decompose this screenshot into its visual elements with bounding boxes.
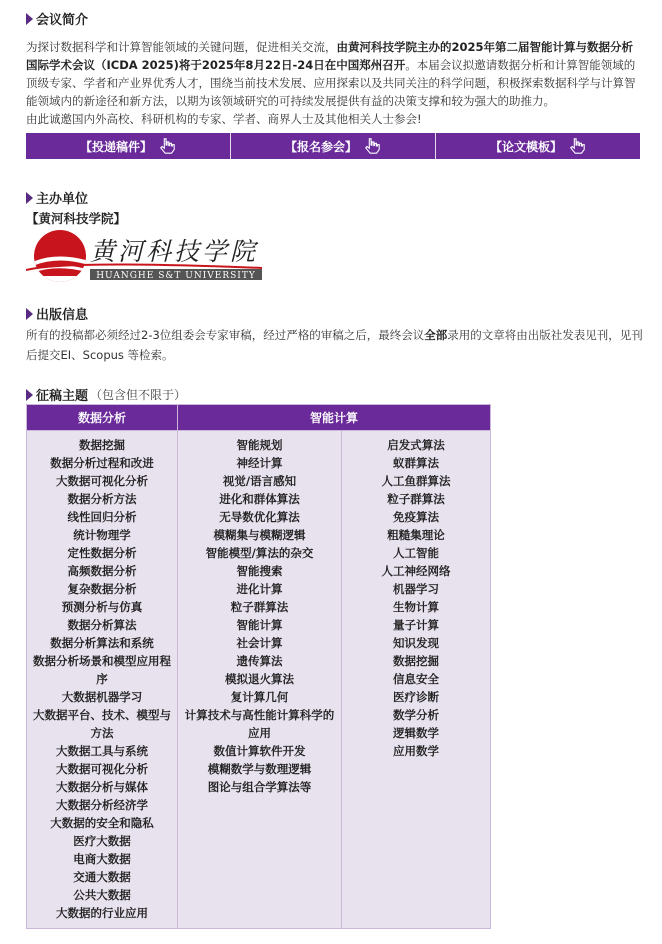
topic-item: 智能搜索 [236, 564, 283, 578]
topic-item: 线性回归分析 [67, 510, 137, 524]
topic-item: 医疗大数据 [73, 834, 131, 848]
topic-item: 电商大数据 [73, 852, 131, 866]
publication-heading: 出版信息 [26, 304, 88, 323]
action-button-bar [26, 133, 640, 159]
topic-item: 交通大数据 [73, 870, 131, 884]
topic-item: 数据挖掘 [393, 654, 439, 668]
topic-item: 蚁群算法 [393, 456, 439, 470]
topic-item: 大数据可视化分析 [56, 762, 148, 776]
topics-heading: 征稿主题 （包含但不限于） [26, 385, 186, 404]
topic-item: 粒子群算法 [387, 492, 445, 506]
topic-item: 图论与组合学算法等 [207, 780, 312, 794]
register-button[interactable]: 【报名参会】 [231, 133, 436, 159]
topics-table [26, 404, 491, 929]
intelligent-computing-header: 智能计算 [178, 405, 491, 431]
intelligent-computing-topic-list-2 [342, 431, 491, 929]
organizer-name: 【黄河科技学院】 [26, 211, 127, 226]
topic-item: 模拟退火算法 [225, 672, 294, 686]
intro-text: 为探讨数据科学和计算智能领域的关键问题，促进相关交流，由黄河科技学院主办的2025年第二届智能计算与数据分析国际学术会议（ICDA 2025)将于2025年8月22日-24日在中国郑州召开。本届会议拟邀请数据分析和计算智能领域的顶级专家、学者和产业界优秀人才，围绕当前技术发展、应用探索以及共同关注的科学问题，积极探索数据科学与计算智能领域内的新途径和新方法，以期为该领域研究的可持续发展提供有益的决策支撑和较为强大的助推力。 由此诚邀国内外高校、科研机构的专家、学者、商界人士及其他相关人士参会! [26, 40, 636, 126]
topic-item: 进化和群体算法 [219, 492, 300, 506]
topic-item: 数据挖掘 [79, 438, 125, 452]
triangle-bullet-icon [26, 192, 33, 204]
triangle-bullet-icon [26, 308, 33, 320]
organizer-heading: 主办单位 [26, 188, 88, 207]
svg-text:黄河科技学院: 黄河科技学院 [90, 237, 259, 266]
topic-item: 数据分析算法和系统 [50, 636, 154, 650]
topic-item: 模糊数学与数理逻辑 [207, 762, 312, 776]
topic-item: 数学分析 [393, 708, 439, 722]
topic-item: 遗传算法 [236, 654, 283, 668]
topic-item: 公共大数据 [73, 888, 131, 902]
topic-item: 大数据工具与系统 [56, 744, 148, 758]
topic-item: 计算技术与高性能计算科学的应用 [184, 708, 335, 740]
pointer-hand-icon [363, 137, 381, 155]
topic-item: 生物计算 [393, 600, 439, 614]
topic-item: 应用数学 [393, 744, 439, 758]
topic-item: 大数据机器学习 [61, 690, 143, 704]
topic-item: 社会计算 [236, 636, 283, 650]
topic-item: 大数据分析经济学 [56, 798, 148, 812]
topic-item: 模糊集与模糊逻辑 [213, 528, 306, 542]
intro-heading: 会议简介 [26, 9, 88, 28]
triangle-bullet-icon [26, 13, 33, 25]
topic-item: 数据分析算法 [67, 618, 137, 632]
topic-item: 神经计算 [236, 456, 283, 470]
topic-item: 量子计算 [393, 618, 439, 632]
topic-item: 数据分析过程和改进 [50, 456, 154, 470]
topic-item: 粗糙集理论 [387, 528, 445, 542]
topic-item: 大数据分析与媒体 [56, 780, 148, 794]
triangle-bullet-icon [26, 389, 33, 401]
topic-item: 复计算几何 [230, 690, 289, 704]
topic-item: 数值计算软件开发 [213, 744, 306, 758]
topic-item: 大数据平台、技术、模型与方法 [33, 708, 171, 740]
topic-item: 粒子群算法 [230, 600, 289, 614]
topic-item: 大数据的行业应用 [56, 906, 148, 920]
topic-item: 智能计算 [236, 618, 283, 632]
topic-item: 医疗诊断 [393, 690, 439, 704]
data-analysis-header: 数据分析 [27, 405, 178, 431]
paper-template-button[interactable]: 【论文模板】 [436, 133, 640, 159]
topic-item: 逻辑数学 [393, 726, 439, 740]
topic-item: 高频数据分析 [67, 564, 137, 578]
topic-item: 大数据可视化分析 [56, 474, 148, 488]
topic-item: 大数据的安全和隐私 [50, 816, 154, 830]
topic-item: 数据分析方法 [67, 492, 137, 506]
topic-item: 知识发现 [393, 636, 439, 650]
data-analysis-topic-list [27, 431, 178, 929]
publication-text: 所有的投稿都必须经过2-3位组委会专家审稿，经过严格的审稿之后，最终会议全部录用的文章将由出版社发表见刊，见刊后提交EI、Scopus 等检索。 [26, 328, 643, 362]
svg-text:HUANGHE S&T UNIVERSITY: HUANGHE S&T UNIVERSITY [96, 271, 256, 281]
topic-item: 信息安全 [393, 672, 439, 686]
intelligent-computing-topic-list [178, 431, 342, 929]
topic-item: 人工鱼群算法 [381, 474, 451, 488]
submit-paper-button[interactable]: 【投递稿件】 [26, 133, 231, 159]
topic-item: 启发式算法 [387, 438, 445, 452]
university-logo [26, 230, 262, 284]
topic-item: 人工神经网络 [381, 564, 451, 578]
topic-item: 无导数优化算法 [219, 510, 300, 524]
topic-item: 人工智能 [393, 546, 439, 560]
topic-item: 数据分析场景和模型应用程序 [33, 654, 171, 686]
topic-item: 预测分析与仿真 [61, 600, 143, 614]
pointer-hand-icon [568, 137, 586, 155]
topic-item: 机器学习 [393, 582, 439, 596]
topic-item: 统计物理学 [73, 528, 131, 542]
topic-item: 免疫算法 [393, 510, 439, 524]
topic-item: 智能模型/算法的杂交 [205, 546, 314, 560]
topic-item: 视觉/语言感知 [222, 474, 297, 488]
topic-item: 复杂数据分析 [67, 582, 137, 596]
topic-item: 进化计算 [236, 582, 283, 596]
pointer-hand-icon [158, 137, 176, 155]
topic-item: 定性数据分析 [67, 546, 137, 560]
topic-item: 智能规划 [236, 438, 283, 452]
